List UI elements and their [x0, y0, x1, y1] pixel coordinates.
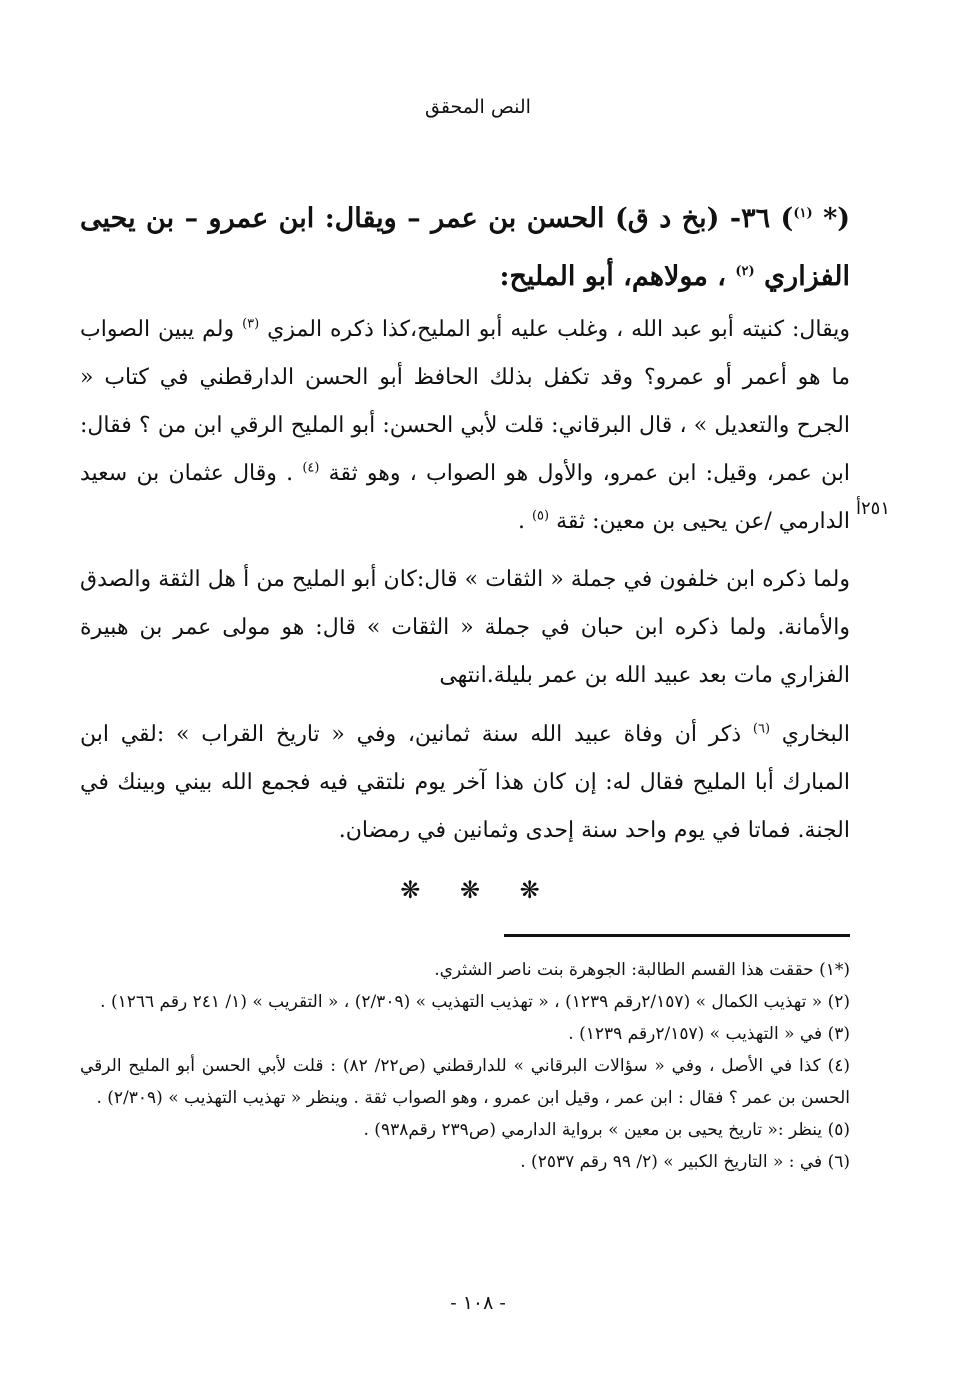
- footnote-ref-1[interactable]: (١): [793, 206, 813, 221]
- footnote-5: (٥) ينظر :« تاريخ يحيى بن معين » برواية الدارمي (ص٢٣٩ رقم٩٣٨) .: [363, 1120, 850, 1140]
- paragraph-1-part-c: . وقال عثمان بن سعيد الدارمي /عن يحيى بن معين: ثقة: [80, 461, 850, 534]
- footnote-ref-2[interactable]: (٢): [735, 264, 755, 279]
- page-header: النص المحقق: [425, 96, 531, 118]
- footnote-6: (٦) في : « التاريخ الكبير » (٢/ ٩٩ رقم ٢٥٣٧) .: [520, 1152, 850, 1172]
- footnote-2: (٢) « تهذيب الكمال » (٢/١٥٧رقم ١٢٣٩) ، « تهذيب التهذيب » (٢/٣٠٩) ، « التقريب » (١/ ٢٤١ رقم ١٢٦٦) .: [100, 992, 850, 1012]
- paragraph-3-part-b: ذكر أن وفاة عبيد الله سنة ثمانين، وفي « تاريخ القراب » :لقي ابن المبارك أبا المليح فقال له: إن كان هذا آخر يوم نلتقي فيه فجمع الله بيني وبينك في الجنة. فماتا في يوم واحد سنة إحدى وثمانين في رمضان.: [80, 722, 850, 843]
- paragraph-1-part-a: ويقال: كنيته أبو عبد الله ، وغلب عليه أبو المليح،كذا ذكره المزي: [259, 317, 850, 342]
- footnote-3: (٣) في « التهذيب » (٢/١٥٧رقم ١٢٣٩) .: [568, 1024, 850, 1044]
- footnote-ref-4[interactable]: (٤): [302, 460, 320, 476]
- footnotes: [80, 954, 850, 1178]
- paragraph-1-part-d: .: [517, 509, 532, 534]
- heading-text-1: ) ٣٦- (بخ د ق) الحسن بن عمر – ويقال: ابن عمرو – بن يحيى الفزاري: [80, 203, 850, 292]
- entry-heading: [80, 190, 850, 306]
- heading-text-2: ، مولاهم، أبو المليح:: [499, 261, 736, 292]
- paragraph-3: [80, 711, 850, 855]
- manuscript-folio-note: ٢٥١أ: [856, 498, 891, 519]
- paragraph-3-part-a: البخاري: [770, 722, 850, 747]
- footnote-ref-3[interactable]: (٣): [242, 316, 260, 332]
- paragraph-2: ولما ذكره ابن خلفون في جملة « الثقات » قال:كان أبو المليح من أ هل الثقة والصدق والأمانة. ولما ذكره ابن حبان في جملة « الثقات » قال: هو مولى عمر بن هبيرة الفزاري مات بعد عبيد الله بن عمر بليلة.انتهى: [80, 567, 850, 688]
- footnote-ref-5[interactable]: (٥): [531, 508, 550, 524]
- heading-open: (*: [812, 203, 850, 234]
- paragraph-1: [80, 306, 850, 546]
- footnote-ref-6[interactable]: (٦): [752, 721, 771, 737]
- paragraph-1-part-b: ولم يبين الصواب ما هو أعمر أو عمرو؟ وقد تكفل بذلك الحافظ أبو الحسن الدارقطني في كتاب « الجرح والتعديل » ، قال البرقاني: قلت لأبي الحسن: أبو المليح الرقي ابن من ؟ فقال: ابن عمر، وقيل: ابن عمرو، والأول هو الصواب ، وهو ثقة: [80, 317, 851, 486]
- footnote-rule: [504, 934, 850, 937]
- footnote-4: (٤) كذا في الأصل ، وفي « سؤالات البرقاني » للدارقطني (ص٢٢/ ٨٢) : قلت لأبي الحسن أبو المليح الرقي الحسن بن عمر ؟ فقال : ابن عمر ، وقيل ابن عمرو ، وهو الصواب ثقة . وينظر « تهذيب التهذيب » (٢/٣٠٩) .: [80, 1056, 850, 1108]
- section-separator: ❋ ❋ ❋: [400, 876, 556, 904]
- page-number: - ١٠٨ -: [450, 1292, 506, 1314]
- footnote-1: (*١) حققت هذا القسم الطالبة: الجوهرة بنت ناصر الشثري.: [434, 960, 850, 980]
